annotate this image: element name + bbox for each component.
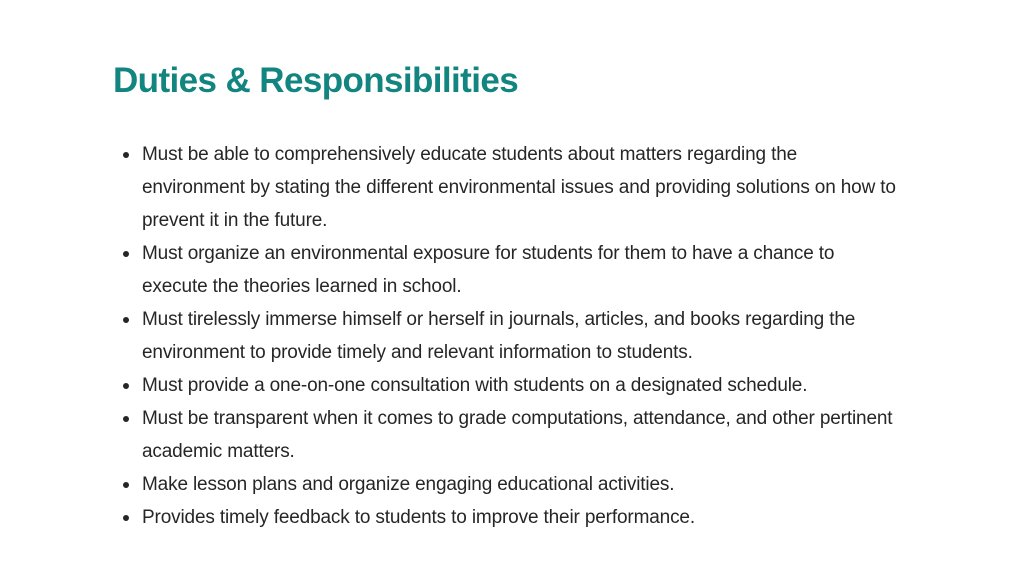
bullet-icon	[123, 251, 129, 257]
list-item	[142, 138, 902, 237]
list-item-text: Must organize an environmental exposure for students for them to have a chance to execute the theories learned in school.	[142, 243, 835, 297]
list-item	[142, 501, 902, 534]
bullet-icon	[123, 482, 129, 488]
bullet-icon	[123, 515, 129, 521]
list-item	[142, 303, 902, 369]
list-item	[142, 237, 902, 303]
list-item-text: Must be able to comprehensively educate students about matters regarding the environment by stating the different environmental issues and providing solutions on how to prevent it in the future.	[142, 144, 896, 231]
bullet-icon	[123, 416, 129, 422]
bullet-icon	[123, 317, 129, 323]
list-item-text: Make lesson plans and organize engaging educational activities.	[142, 474, 675, 495]
section-title: Duties & Responsibilities	[113, 61, 519, 100]
list-item-text: Provides timely feedback to students to improve their performance.	[142, 507, 695, 528]
list-item	[142, 369, 902, 402]
bullet-icon	[123, 152, 129, 158]
list-item-text: Must provide a one-on-one consultation with students on a designated schedule.	[142, 375, 808, 396]
list-item	[142, 402, 902, 468]
list-item-text: Must be transparent when it comes to grade computations, attendance, and other pertinent academic matters.	[142, 408, 893, 462]
list-item	[142, 468, 902, 501]
duties-list	[142, 138, 902, 534]
list-item-text: Must tirelessly immerse himself or herself in journals, articles, and books regarding the environment to provide timely and relevant information to students.	[142, 309, 856, 363]
bullet-icon	[123, 383, 129, 389]
